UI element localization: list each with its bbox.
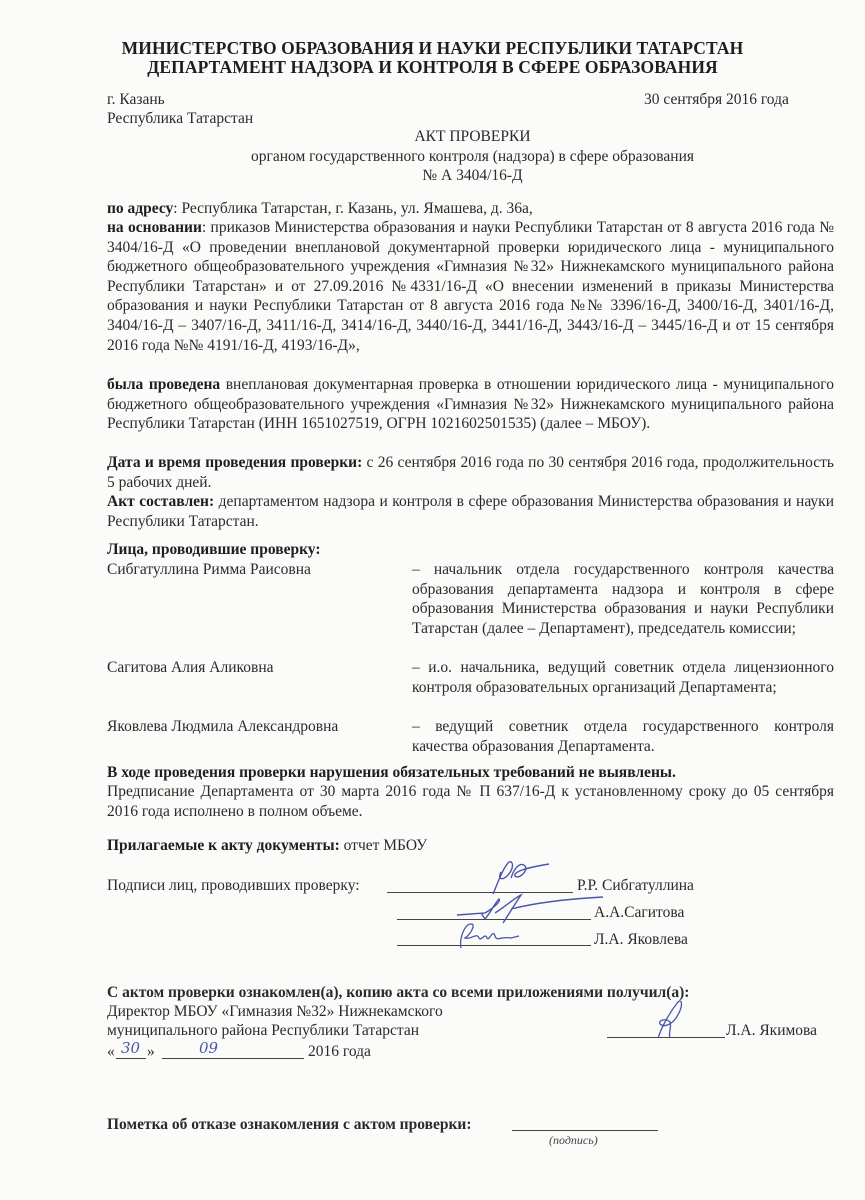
act-number: № А 3404/16-Д <box>422 167 523 184</box>
datetime-text: с 26 сентября 2016 года по 30 сентября 2016 года, продолжительность 5 рабочих дней. <box>107 454 834 491</box>
handwritten-signature-icon <box>485 858 555 898</box>
ministry-header: МИНИСТЕРСТВО ОБРАЗОВАНИЯ И НАУКИ РЕСПУБЛИКИ ТАТАРСТАН <box>121 38 744 58</box>
findings-result-text: В ходе проведения проверки нарушения обязательных требований не выявлены. <box>107 764 676 781</box>
city: г. Казань <box>107 91 165 108</box>
act-title: АКТ ПРОВЕРКИ <box>414 128 531 145</box>
ack-date-close-quote: » <box>147 1043 155 1060</box>
region: Республика Татарстан <box>107 110 254 127</box>
signer-name: Р.Р. Сибгатуллина <box>577 877 694 894</box>
inspectors-heading-text: Лица, проводившие проверку: <box>107 541 321 558</box>
compiled-label: Акт составлен: <box>107 493 215 510</box>
signer-name: А.А.Сагитова <box>594 904 685 921</box>
inspector-name: Сагитова Алия Аликовна <box>107 659 274 676</box>
ack-date-day: 30 <box>121 1039 141 1057</box>
datetime-label: Дата и время проведения проверки: <box>107 454 363 471</box>
datetime-paragraph <box>107 453 834 492</box>
compiled-text: департаментом надзора и контроля в сфере образования Министерства образования и науки Республики Татарстан. <box>107 493 834 530</box>
inspectors-heading <box>107 540 834 560</box>
signer-name: Л.А. Яковлева <box>594 931 688 948</box>
document-date: 30 сентября 2016 года <box>644 91 789 108</box>
refusal-label <box>107 1115 472 1134</box>
ack-date-open-quote: « <box>107 1043 115 1060</box>
director-name: Л.А. Якимова <box>726 1022 818 1039</box>
inspector-name: Яковлева Людмила Александровна <box>107 718 339 735</box>
attachments-paragraph <box>107 836 834 856</box>
basis-label: на основании <box>107 219 202 236</box>
refusal-caption: (подпись) <box>549 1133 598 1147</box>
inspector-role: – начальник отдела государственного контроля качества образования департамента надзора и контроля в сфере образования Министерства образования и науки Республики Татарстан (далее – Департамент), председатель комиссии; <box>412 561 834 637</box>
conducted-text: внеплановая документарная проверка в отношении юридического лица - муниципального бюджетного общеобразовательного учреждения «Гимназия №32» Нижнекамского муниципального района Республики Татарстан (ИНН 1651027519, ОГРН 1021602501535) (далее – МБОУ). <box>107 376 834 433</box>
findings-result <box>107 763 834 783</box>
acknowledgement-heading-text: С актом проверки ознакомлен(а), копию акта со всеми приложениями получил(а): <box>107 984 690 1001</box>
department-header: ДЕПАРТАМЕНТ НАДЗОРА И КОНТРОЛЯ В СФЕРЕ ОБРАЗОВАНИЯ <box>147 57 718 77</box>
handwritten-signature-icon <box>648 998 698 1042</box>
inspector-role: – и.о. начальника, ведущий советник отдела лицензионного контроля образовательных организаций Департамента; <box>412 659 834 696</box>
basis-text: : приказов Министерства образования и науки Республики Татарстан от 8 августа 2016 года № 3404/16-Д «О проведении внеплановой документарной проверки юридического лица - муниципального бюджетного общеобразовательного учреждения «Гимназия №32» Нижнекамского муниципального района Республики Татарстан» и от 27.09.2016 №4331/16-Д «О внесении изменений в приказы Министерства образования и науки Республики Татарстан от 8 августа 2016 года №№ 3396/16-Д, 3400/16-Д, 3401/16-Д, 3404/16-Д – 3407/16-Д, 3411/16-Д, 3414/16-Д, 3440/16-Д, 3441/16-Д, 3443/16-Д – 3445/16-Д и от 15 сентября 2016 года №№ 4191/16-Д, 4193/16-Д», <box>107 219 834 354</box>
ack-date-month-line <box>162 1058 304 1059</box>
ack-date-year: 2016 года <box>308 1043 371 1060</box>
refusal-label-text: Пометка об отказе ознакомления с актом проверки: <box>107 1116 472 1133</box>
inspector-role: – ведущий советник отдела государственного контроля качества образования Департамента. <box>412 718 834 755</box>
inspector-name: Сибгатуллина Римма Раисовна <box>107 561 311 578</box>
ack-date-month: 09 <box>199 1039 219 1057</box>
ack-date-day-line <box>116 1058 146 1059</box>
compiled-paragraph <box>107 492 834 531</box>
address-text: : Республика Татарстан, г. Казань, ул. Ямашева, д. 36а, <box>173 200 533 217</box>
address-paragraph <box>107 199 834 219</box>
director-title-line2: муниципального района Республики Татарстан <box>107 1022 420 1039</box>
conducted-label: была проведена <box>107 376 221 393</box>
basis-paragraph <box>107 218 834 355</box>
act-subtitle: органом государственного контроля (надзора) в сфере образования <box>250 148 695 165</box>
refusal-signature-line <box>512 1130 658 1131</box>
signatures-label: Подписи лиц, проводивших проверку: <box>107 877 360 894</box>
attachments-text: отчет МБОУ <box>339 837 428 854</box>
director-title-line1: Директор МБОУ «Гимназия №32» Нижнекамского <box>107 1003 443 1020</box>
prescription-paragraph: Предписание Департамента от 30 марта 2016 года № П 637/16-Д к установленному сроку до 05 сентября 2016 года исполнено в полном объеме. <box>107 783 834 820</box>
handwritten-signature-icon <box>455 918 525 952</box>
acknowledgement-heading <box>107 983 689 1002</box>
address-label: по адресу <box>107 200 174 217</box>
conducted-paragraph <box>107 375 834 434</box>
attachments-label: Прилагаемые к акту документы: <box>107 837 340 854</box>
